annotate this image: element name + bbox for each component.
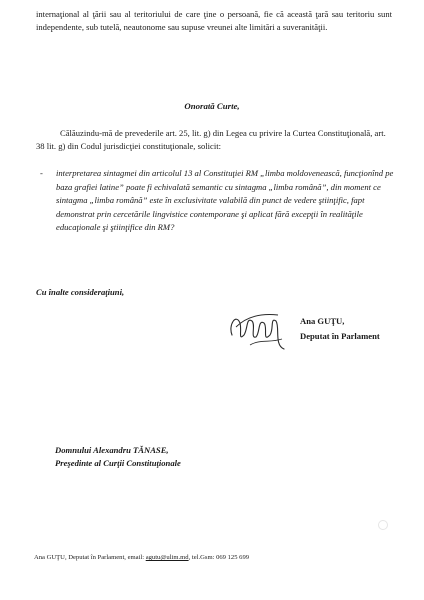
request-text: interpretarea sintagmei din articolul 13 al Constituţiei RM „limba moldovenească, funcţionînd pe baza grafiei latine” poate fi echivalată semantic cu sintagma „limba română”, din moment ce sintagma „limba română” este în exclusivitate valabilă din punct de vedere ştiinţific, fapt demonstrat prin cercetările lingvistice contemporane şi aplicat fără excepţii în realităţile educaţionale şi ştiinţifice din RM?	[56, 168, 394, 233]
footer-email-link[interactable]: agutu@ulim.md	[145, 554, 189, 561]
footer-suffix: , tel.Gsm: 069 125 699	[188, 554, 250, 561]
footer-prefix: Ana GUŢU, Deputat în Parlament, email:	[34, 554, 146, 561]
footer-contact	[34, 553, 249, 562]
addressee-title: Preşedinte al Curţii Constituţionale	[55, 458, 181, 468]
request-item	[36, 167, 396, 235]
page-mark	[378, 520, 388, 530]
intro-paragraph: internaţional al ţării sau al teritoriului de care ţine o persoană, fie că această ţară sau teritoriu sunt independente, sub tutelă, neautonome sau supuse vreunei alte limitări a suveranităţii.	[36, 9, 392, 32]
closing-formula: Cu înalte consideraţiuni,	[36, 287, 125, 297]
addressee-name: Domnului Alexandru TĂNASE,	[55, 445, 169, 455]
legal-basis-paragraph: Călăuzindu-mă de prevederile art. 25, lit. g) din Legea cu privire la Curtea Constituţională, art. 38 lit. g) din Codul jurisdicţiei constituţionale, solicit:	[36, 128, 386, 151]
author-title: Deputat în Parlament	[300, 331, 380, 341]
handwritten-signature	[226, 305, 290, 353]
author-name: Ana GUŢU,	[300, 316, 345, 326]
list-dash: -	[40, 168, 43, 178]
salutation: Onorată Curte,	[184, 101, 240, 111]
